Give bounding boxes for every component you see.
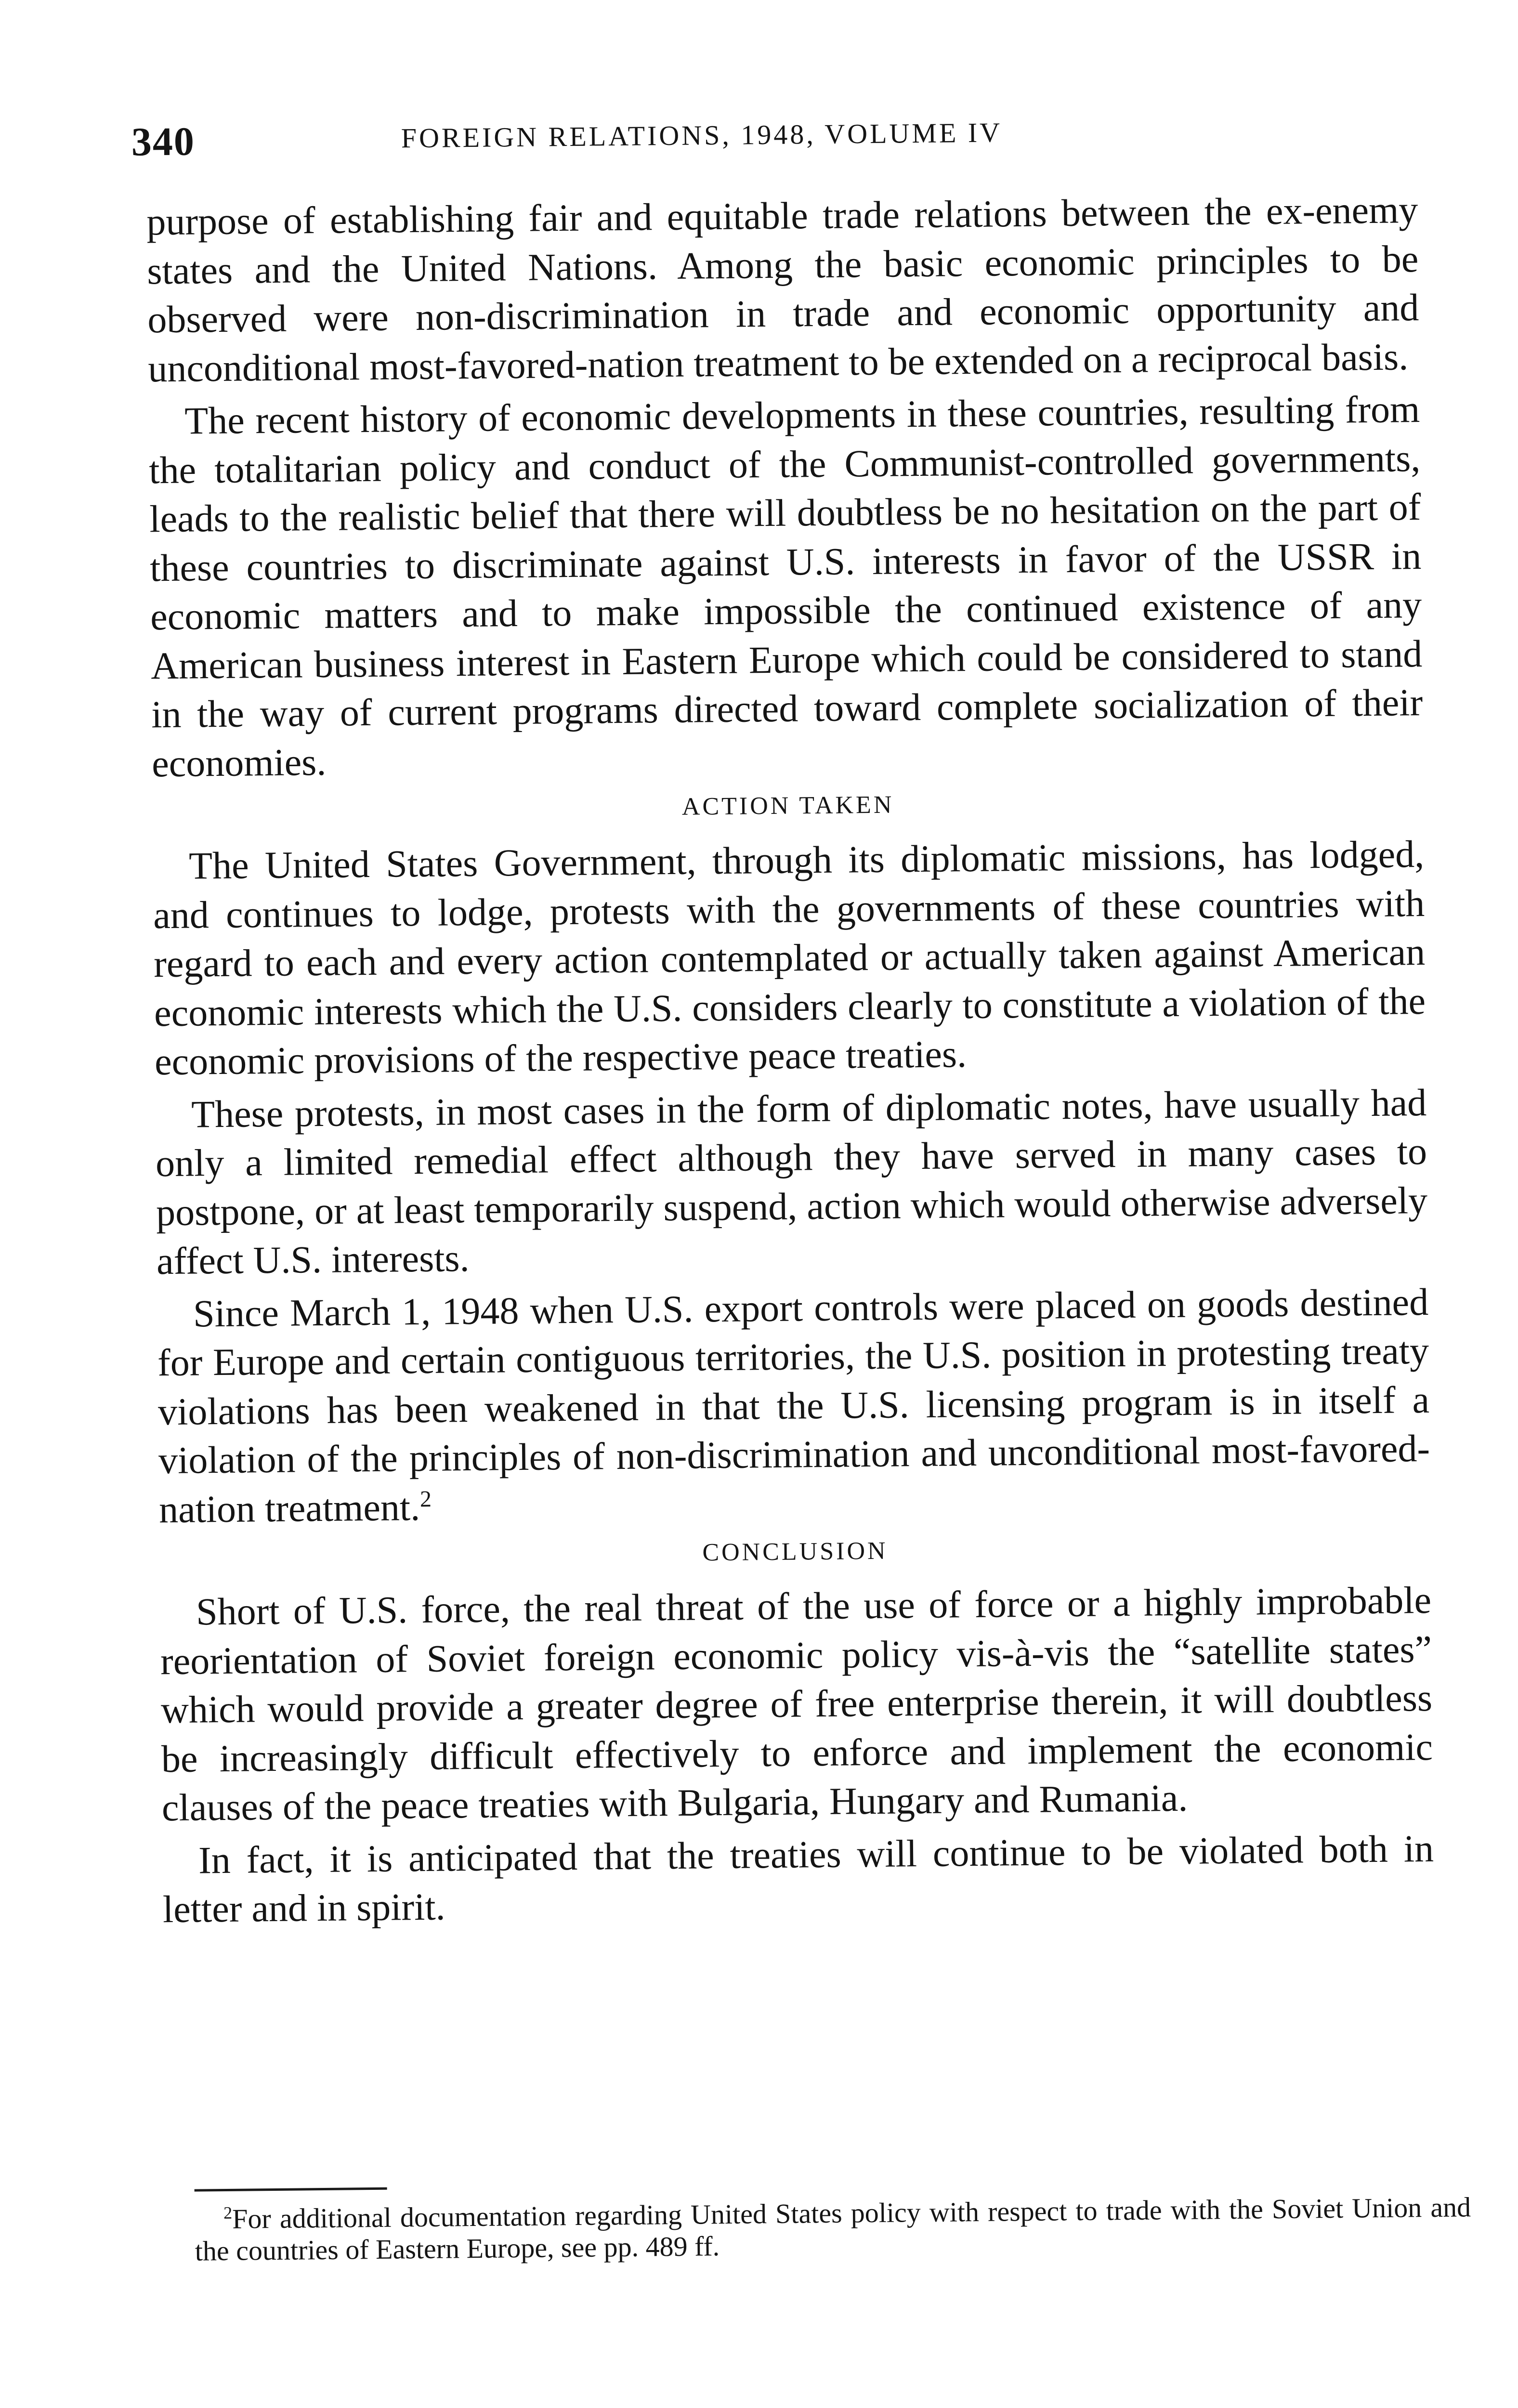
footnote-divider: [195, 2187, 387, 2192]
paragraph-continued: purpose of establishing fair and equitable trade relations between the ex-enemy states and the United Nations. Among the basic economic principles to be observed were non-discrimination in trade and economic opportunity and unconditional most-favored-nation treatment to be extended on a reciprocal basis.: [146, 189, 1419, 390]
page-header: [131, 102, 1432, 172]
footnote-text: For additional documentation regarding United States policy with respect to trade with the Soviet Union and the countries of Eastern Europe, see pp. 489 ff.: [195, 2191, 1471, 2267]
paragraph-protests-effect: These protests, in most cases in the form of diplomatic notes, have usually had only a limited remedial effect although they have served in many cases to postpone, or at least temporarily suspend, action which would otherwise adversely affect U.S. interests.: [155, 1081, 1428, 1283]
paragraph-conclusion: Short of U.S. force, the real threat of the use of force or a highly improbable reorientation of Soviet foreign economic policy vis-à-vis the “satellite states” which would provide a greater degree of free enterprise therein, it will doubtless be increasingly difficult effectively to enforce and implement the economic clauses of the peace treaties with Bulgaria, Hungary and Rumania.: [160, 1579, 1433, 1830]
section-heading-conclusion: CONCLUSION: [702, 1537, 888, 1567]
paragraph-export-controls-text: Since March 1, 1948 when U.S. export controls were placed on goods destined for Europe and certain contiguous territories, the U.S. position in protesting treaty violations has been weakened in that the U.S. licensing program is in itself a violation of the principles of non-discrimination and unconditional most-favored-nation treatment.: [157, 1281, 1430, 1531]
paragraph-anticipated-violations: In fact, it is anticipated that the treaties will continue to be violated both in letter and in spirit.: [162, 1827, 1434, 1931]
footnote-reference: 2: [419, 1486, 432, 1512]
running-head: FOREIGN RELATIONS, 1948, VOLUME IV: [401, 117, 1003, 154]
page-number: 340: [131, 119, 196, 165]
footnote: [195, 2191, 1471, 2267]
paragraph-export-controls: [157, 1278, 1431, 1534]
footnote-marker: 2: [223, 2203, 233, 2223]
paragraph-economic-history: The recent history of economic developments in these countries, resulting from the totalitarian policy and conduct of the Communist-controlled governments, leads to the realistic belief that there will doubtless be no hesitation on the part of these countries to discriminate against U.S. interests in favor of the USSR in economic matters and to make impossible the continued existence of any American business interest in Eastern Europe which could be considered to stand in the way of current programs directed toward complete socialization of their economies.: [148, 388, 1423, 785]
paragraph-protests-lodged: The United States Government, through its diplomatic missions, has lodged, and continues to lodge, protests with the governments of these countries with regard to each and every action contemplated or actually taken against American economic interests which the U.S. considers clearly to constitute a violation of the economic provisions of the respective peace treaties.: [153, 833, 1426, 1084]
body-text: [146, 186, 1435, 1938]
section-heading-action-taken: ACTION TAKEN: [681, 791, 894, 821]
